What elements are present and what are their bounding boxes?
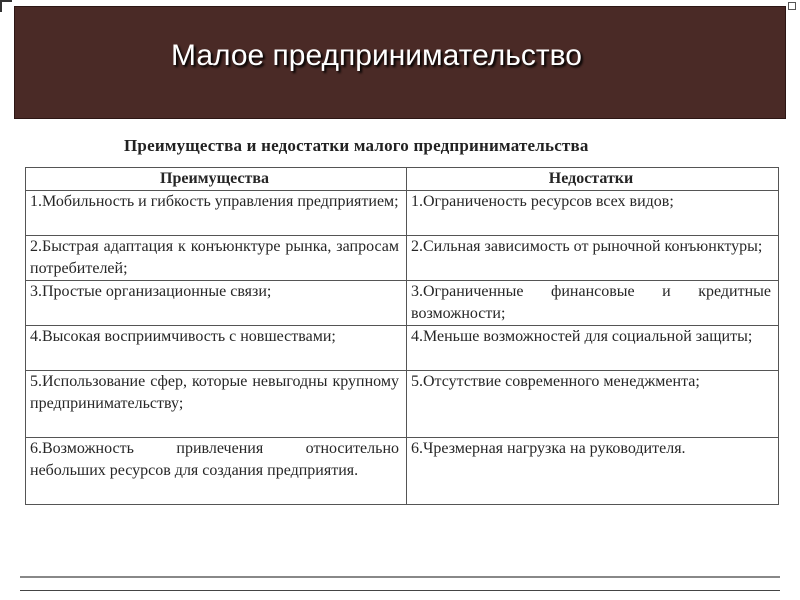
disadvantage-cell: 6.Чрезмерная нагрузка на руководителя. bbox=[407, 438, 779, 505]
bottom-divider bbox=[20, 576, 780, 578]
table-row bbox=[26, 438, 779, 505]
advantage-cell: 4.Высокая восприимчивость с новшествами; bbox=[26, 326, 407, 371]
disadvantage-cell: 1.Ограниченость ресурсов всех видов; bbox=[407, 191, 779, 236]
column-header-disadvantages: Недостатки bbox=[407, 168, 779, 191]
title-banner bbox=[14, 6, 786, 119]
table-row bbox=[26, 326, 779, 371]
table-row bbox=[26, 371, 779, 438]
table-row bbox=[26, 191, 779, 236]
advantage-cell: 6.Возможность привлечения относительно небольших ресурсов для создания предприятия. bbox=[26, 438, 407, 505]
disadvantage-cell: 5.Отсутствие современного менеджмента; bbox=[407, 371, 779, 438]
table-caption: Преимущества и недостатки малого предпринимательства bbox=[124, 136, 589, 155]
window-corner-mark bbox=[788, 2, 796, 10]
slide-corner-mark bbox=[0, 0, 12, 12]
slide-title: Малое предпринимательство bbox=[171, 39, 582, 72]
advantage-cell: 5.Использование сфер, которые невыгодны крупному предпринимательству; bbox=[26, 371, 407, 438]
advantages-disadvantages-table bbox=[25, 167, 779, 505]
table-row bbox=[26, 281, 779, 326]
table-row bbox=[26, 236, 779, 281]
disadvantage-cell: 3.Ограниченные финансовые и кредитные возможности; bbox=[407, 281, 779, 326]
disadvantage-cell: 4.Меньше возможностей для социальной защиты; bbox=[407, 326, 779, 371]
bottom-divider-secondary bbox=[20, 590, 780, 591]
column-header-advantages: Преимущества bbox=[26, 168, 407, 191]
advantage-cell: 2.Быстрая адаптация к конъюнктуре рынка, запросам потребителей; bbox=[26, 236, 407, 281]
table-header-row bbox=[26, 168, 779, 191]
advantage-cell: 3.Простые организационные связи; bbox=[26, 281, 407, 326]
advantage-cell: 1.Мобильность и гибкость управления предприятием; bbox=[26, 191, 407, 236]
disadvantage-cell: 2.Сильная зависимость от рыночной конъюнктуры; bbox=[407, 236, 779, 281]
